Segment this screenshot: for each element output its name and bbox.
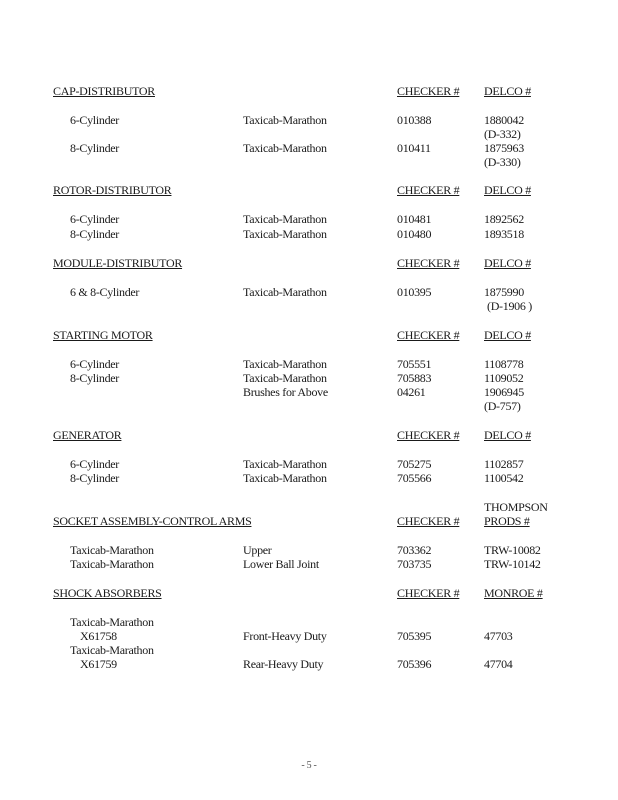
section-title-starting-motor: STARTING MOTOR: [53, 328, 153, 342]
item-name: 6-Cylinder: [70, 212, 119, 226]
item-name: 8-Cylinder: [70, 227, 119, 241]
delco-sub-number: (D-1906 ): [487, 299, 532, 313]
delco-number: 1892562: [484, 212, 524, 226]
delco-number: 1875990: [484, 285, 524, 299]
column-header-checker: CHECKER #: [397, 514, 460, 528]
item-name: 6 & 8-Cylinder: [70, 285, 140, 299]
column-header-checker: CHECKER #: [397, 328, 460, 342]
section-title-module-distributor: MODULE-DISTRIBUTOR: [53, 256, 183, 270]
model-name: Taxicab-Marathon: [243, 227, 327, 241]
column-header-delco: DELCO #: [484, 328, 531, 342]
checker-number: 010395: [397, 285, 432, 299]
model-name: Taxicab-Marathon: [243, 141, 327, 155]
column-header-delco: DELCO #: [484, 428, 531, 442]
item-name: Taxicab-Marathon: [70, 557, 154, 571]
checker-number: 705566: [397, 471, 432, 485]
checker-number: 705395: [397, 629, 432, 643]
model-name: Taxicab-Marathon: [243, 471, 327, 485]
checker-number: 705275: [397, 457, 432, 471]
section-title-shock-absorbers: SHOCK ABSORBERS: [53, 586, 162, 600]
column-header-delco: DELCO #: [484, 84, 531, 98]
delco-number: 1102857: [484, 457, 524, 471]
checker-number: 705396: [397, 657, 432, 671]
item-name: 8-Cylinder: [70, 371, 119, 385]
checker-number: 010481: [397, 212, 432, 226]
item-sub-number: X61759: [80, 657, 117, 671]
column-header-delco: DELCO #: [484, 256, 531, 270]
model-name: Taxicab-Marathon: [243, 371, 327, 385]
delco-sub-number: (D-757): [484, 399, 521, 413]
delco-number: 1906945: [484, 385, 524, 399]
delco-number: 1100542: [484, 471, 524, 485]
model-name: Rear-Heavy Duty: [243, 657, 324, 671]
section-title-cap-distributor: CAP-DISTRIBUTOR: [53, 84, 155, 98]
delco-number: 1880042: [484, 113, 524, 127]
checker-number: 010388: [397, 113, 432, 127]
column-header-thompson: THOMPSON: [484, 500, 548, 514]
checker-number: 705551: [397, 357, 432, 371]
column-header-checker: CHECKER #: [397, 428, 460, 442]
item-name: 6-Cylinder: [70, 357, 119, 371]
column-header-checker: CHECKER #: [397, 256, 460, 270]
column-header-checker: CHECKER #: [397, 84, 460, 98]
model-name: Upper: [243, 543, 272, 557]
trw-number: TRW-10142: [484, 557, 541, 571]
section-title-socket-assembly: SOCKET ASSEMBLY-CONTROL ARMS: [53, 514, 252, 528]
monroe-number: 47703: [484, 629, 513, 643]
trw-number: TRW-10082: [484, 543, 541, 557]
delco-number: 1893518: [484, 227, 524, 241]
item-name: 8-Cylinder: [70, 141, 119, 155]
model-name: Lower Ball Joint: [243, 557, 319, 571]
item-name: 8-Cylinder: [70, 471, 119, 485]
item-name: 6-Cylinder: [70, 113, 119, 127]
model-name: Brushes for Above: [243, 385, 328, 399]
delco-number: 1108778: [484, 357, 524, 371]
checker-number: 010411: [397, 141, 431, 155]
section-title-generator: GENERATOR: [53, 428, 122, 442]
delco-sub-number: (D-330): [484, 155, 521, 169]
checker-number: 703735: [397, 557, 432, 571]
checker-number: 04261: [397, 385, 426, 399]
column-header-checker: CHECKER #: [397, 586, 460, 600]
model-name: Taxicab-Marathon: [243, 113, 327, 127]
model-name: Front-Heavy Duty: [243, 629, 327, 643]
column-header-checker: CHECKER #: [397, 183, 460, 197]
item-sub-number: X61758: [80, 629, 117, 643]
column-header-prods: PRODS #: [484, 514, 530, 528]
model-name: Taxicab-Marathon: [243, 457, 327, 471]
checker-number: 010480: [397, 227, 432, 241]
delco-number: 1875963: [484, 141, 524, 155]
column-header-monroe: MONROE #: [484, 586, 543, 600]
column-header-delco: DELCO #: [484, 183, 531, 197]
delco-sub-number: (D-332): [484, 127, 521, 141]
checker-number: 703362: [397, 543, 432, 557]
model-name: Taxicab-Marathon: [243, 357, 327, 371]
item-name: Taxicab-Marathon: [70, 643, 154, 657]
checker-number: 705883: [397, 371, 432, 385]
section-title-rotor-distributor: ROTOR-DISTRIBUTOR: [53, 183, 172, 197]
model-name: Taxicab-Marathon: [243, 285, 327, 299]
monroe-number: 47704: [484, 657, 513, 671]
model-name: Taxicab-Marathon: [243, 212, 327, 226]
item-name: 6-Cylinder: [70, 457, 119, 471]
delco-number: 1109052: [484, 371, 524, 385]
page-number: - 5 -: [301, 760, 317, 771]
item-name: Taxicab-Marathon: [70, 543, 154, 557]
item-name: Taxicab-Marathon: [70, 615, 154, 629]
